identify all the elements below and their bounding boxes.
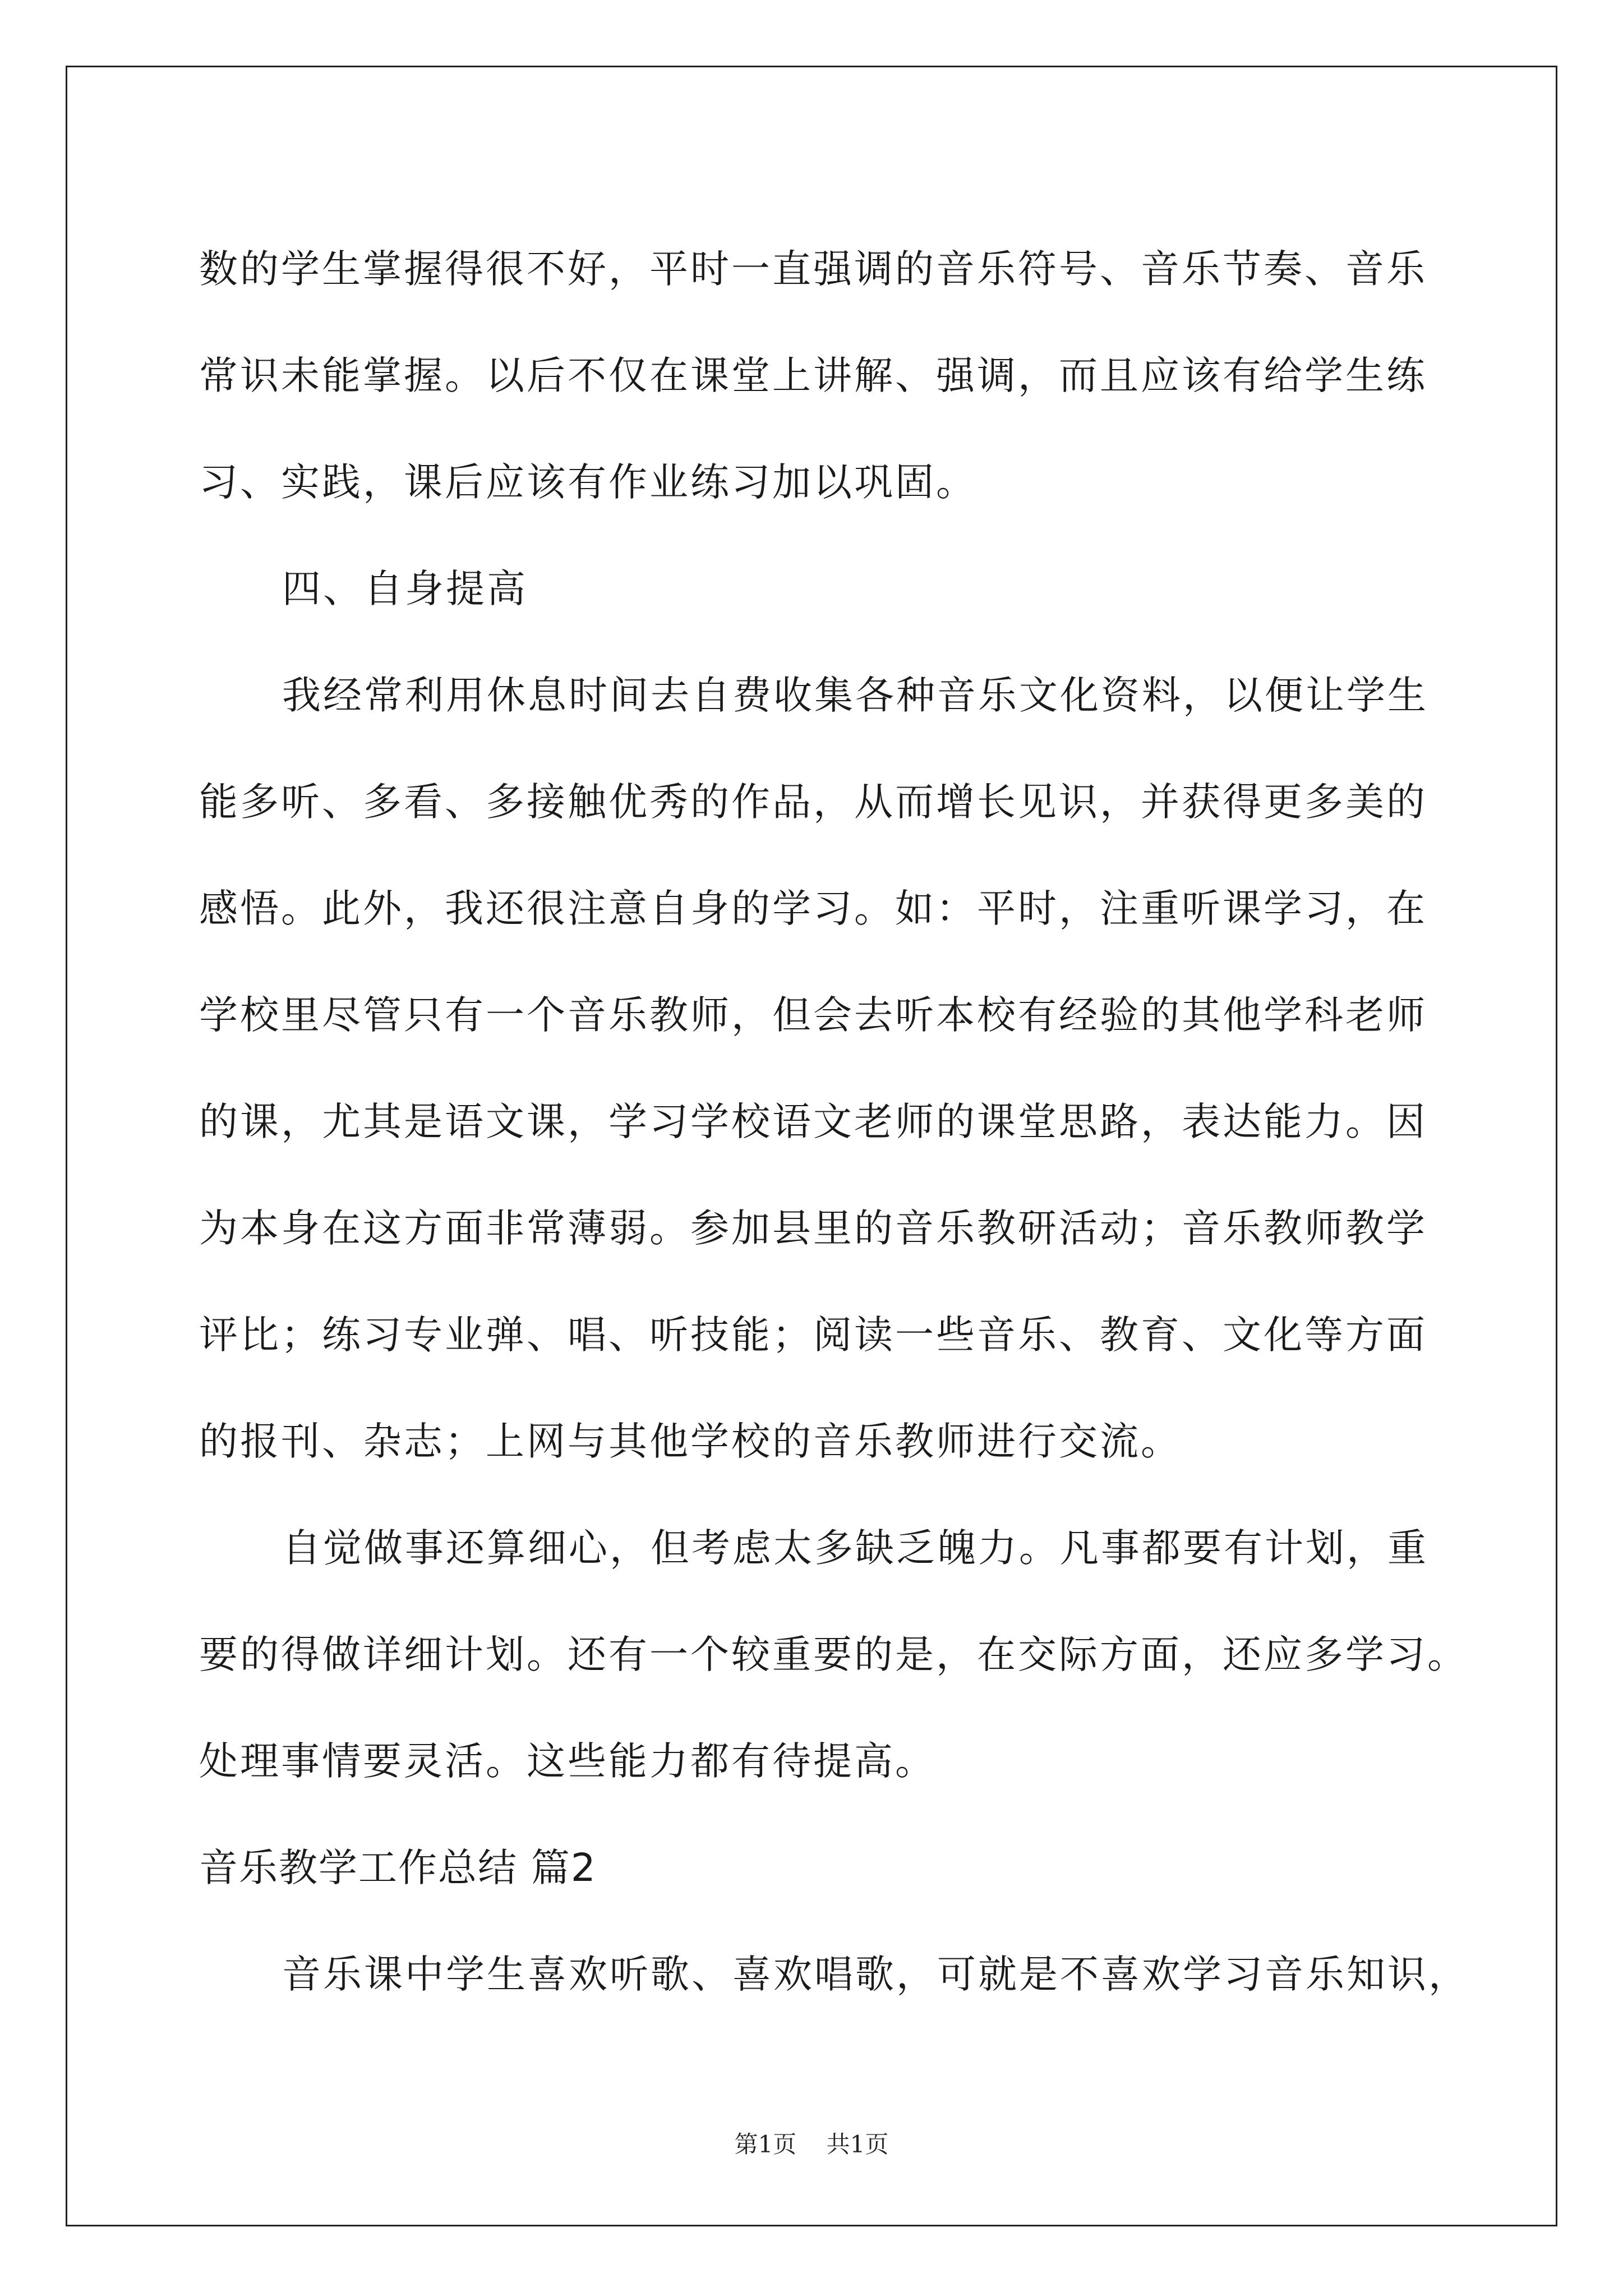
subsection-heading: 四、自身提高 bbox=[282, 567, 528, 611]
text-line: 为本身在这方面非常薄弱。参加县里的音乐教研活动；音乐教师教学 bbox=[199, 1206, 1427, 1251]
text-line: 的报刊、杂志；上网与其他学校的音乐教师进行交流。 bbox=[199, 1419, 1182, 1464]
text-line: 常识未能掌握。以后不仅在课堂上讲解、强调，而且应该有给学生练 bbox=[199, 353, 1427, 398]
text-line: 数的学生掌握得很不好，平时一直强调的音乐符号、音乐节奏、音乐 bbox=[199, 247, 1427, 292]
text-line: 自觉做事还算细心，但考虑太多缺乏魄力。凡事都要有计划，重 bbox=[282, 1526, 1428, 1571]
section-title: 音乐教学工作总结 篇2 bbox=[199, 1846, 597, 1890]
page-footer bbox=[0, 2126, 1623, 2160]
text-line: 我经常利用休息时间去自费收集各种音乐文化资料，以便让学生 bbox=[282, 673, 1428, 718]
page-number: 第1页 bbox=[734, 2131, 797, 2158]
text-line: 感悟。此外，我还很注意自身的学习。如：平时，注重听课学习，在 bbox=[199, 886, 1427, 931]
document-body bbox=[199, 216, 1469, 2028]
text-line: 音乐课中学生喜欢听歌、喜欢唱歌，可就是不喜欢学习音乐知识， bbox=[282, 1952, 1469, 1997]
text-line: 习、实践，课后应该有作业练习加以巩固。 bbox=[199, 460, 977, 505]
text-line: 的课，尤其是语文课，学习学校语文老师的课堂思路，表达能力。因 bbox=[199, 1099, 1427, 1144]
text-line: 学校里尽管只有一个音乐教师，但会去听本校有经验的其他学科老师 bbox=[199, 993, 1427, 1038]
text-line: 能多听、多看、多接触优秀的作品，从而增长见识，并获得更多美的 bbox=[199, 780, 1427, 825]
text-line: 要的得做详细计划。还有一个较重要的是，在交际方面，还应多学习。 bbox=[199, 1632, 1468, 1677]
text-line: 评比；练习专业弹、唱、听技能；阅读一些音乐、教育、文化等方面 bbox=[199, 1313, 1427, 1358]
text-line: 处理事情要灵活。这些能力都有待提高。 bbox=[199, 1739, 936, 1784]
page-total: 共1页 bbox=[826, 2131, 889, 2158]
